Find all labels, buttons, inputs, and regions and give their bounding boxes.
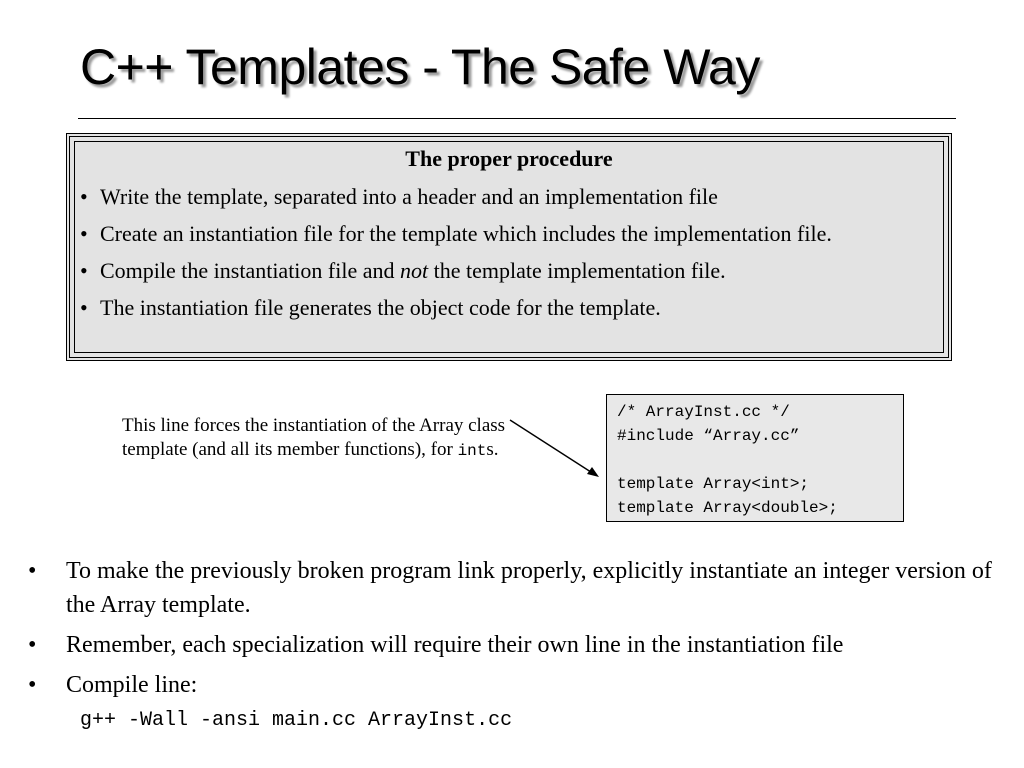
procedure-heading: The proper procedure bbox=[405, 146, 613, 171]
annotation-code: int bbox=[457, 442, 487, 460]
bullet-icon: • bbox=[28, 672, 37, 698]
procedure-item-text: The instantiation file generates the object code for the template. bbox=[100, 295, 661, 320]
procedure-item bbox=[78, 181, 940, 212]
main-bullet-list bbox=[28, 554, 1008, 708]
procedure-item-text: Write the template, separated into a header and an implementation file bbox=[100, 184, 718, 209]
procedure-item bbox=[78, 292, 940, 323]
code-block bbox=[606, 394, 904, 522]
procedure-list bbox=[78, 181, 940, 329]
list-item bbox=[28, 554, 1008, 622]
procedure-item-text: Compile the instantiation file and bbox=[100, 258, 400, 283]
procedure-item-text: Create an instantiation file for the template which includes the implementation file. bbox=[100, 221, 832, 246]
code-line: /* ArrayInst.cc */ bbox=[617, 403, 790, 421]
bullet-icon: • bbox=[28, 632, 37, 658]
annotation-suffix: s. bbox=[486, 439, 499, 460]
procedure-item-text-after: the template implementation file. bbox=[428, 258, 726, 283]
annotation-text: This line forces the instantiation of the Array class template (and all its member functions), for bbox=[122, 415, 506, 460]
list-item bbox=[28, 628, 1008, 662]
list-item-text: To make the previously broken program link properly, explicitly instantiate an integer version of the Array template. bbox=[66, 558, 992, 618]
annotation-note bbox=[122, 414, 532, 463]
slide-title: C++ Templates - The Safe Way bbox=[80, 39, 760, 95]
list-item-text: Remember, each specialization will require their own line in the instantiation file bbox=[66, 632, 844, 658]
bullet-icon: • bbox=[80, 221, 88, 246]
bullet-icon: • bbox=[80, 184, 88, 209]
annotation-arrow-icon bbox=[508, 418, 603, 480]
bullet-icon: • bbox=[80, 295, 88, 320]
bullet-icon: • bbox=[28, 558, 37, 584]
code-line: #include “Array.cc” bbox=[617, 427, 800, 445]
compile-command: g++ -Wall -ansi main.cc ArrayInst.cc bbox=[80, 709, 513, 732]
procedure-item bbox=[78, 255, 940, 286]
procedure-item-emphasis: not bbox=[400, 258, 429, 283]
procedure-item bbox=[78, 218, 940, 249]
code-line: template Array<double>; bbox=[617, 499, 838, 517]
code-line bbox=[617, 448, 893, 472]
list-item-text: Compile line: bbox=[66, 672, 198, 698]
list-item bbox=[28, 668, 1008, 702]
code-line: template Array<int>; bbox=[617, 475, 810, 493]
procedure-box bbox=[66, 133, 952, 361]
title-divider bbox=[78, 118, 956, 119]
bullet-icon: • bbox=[80, 258, 88, 283]
